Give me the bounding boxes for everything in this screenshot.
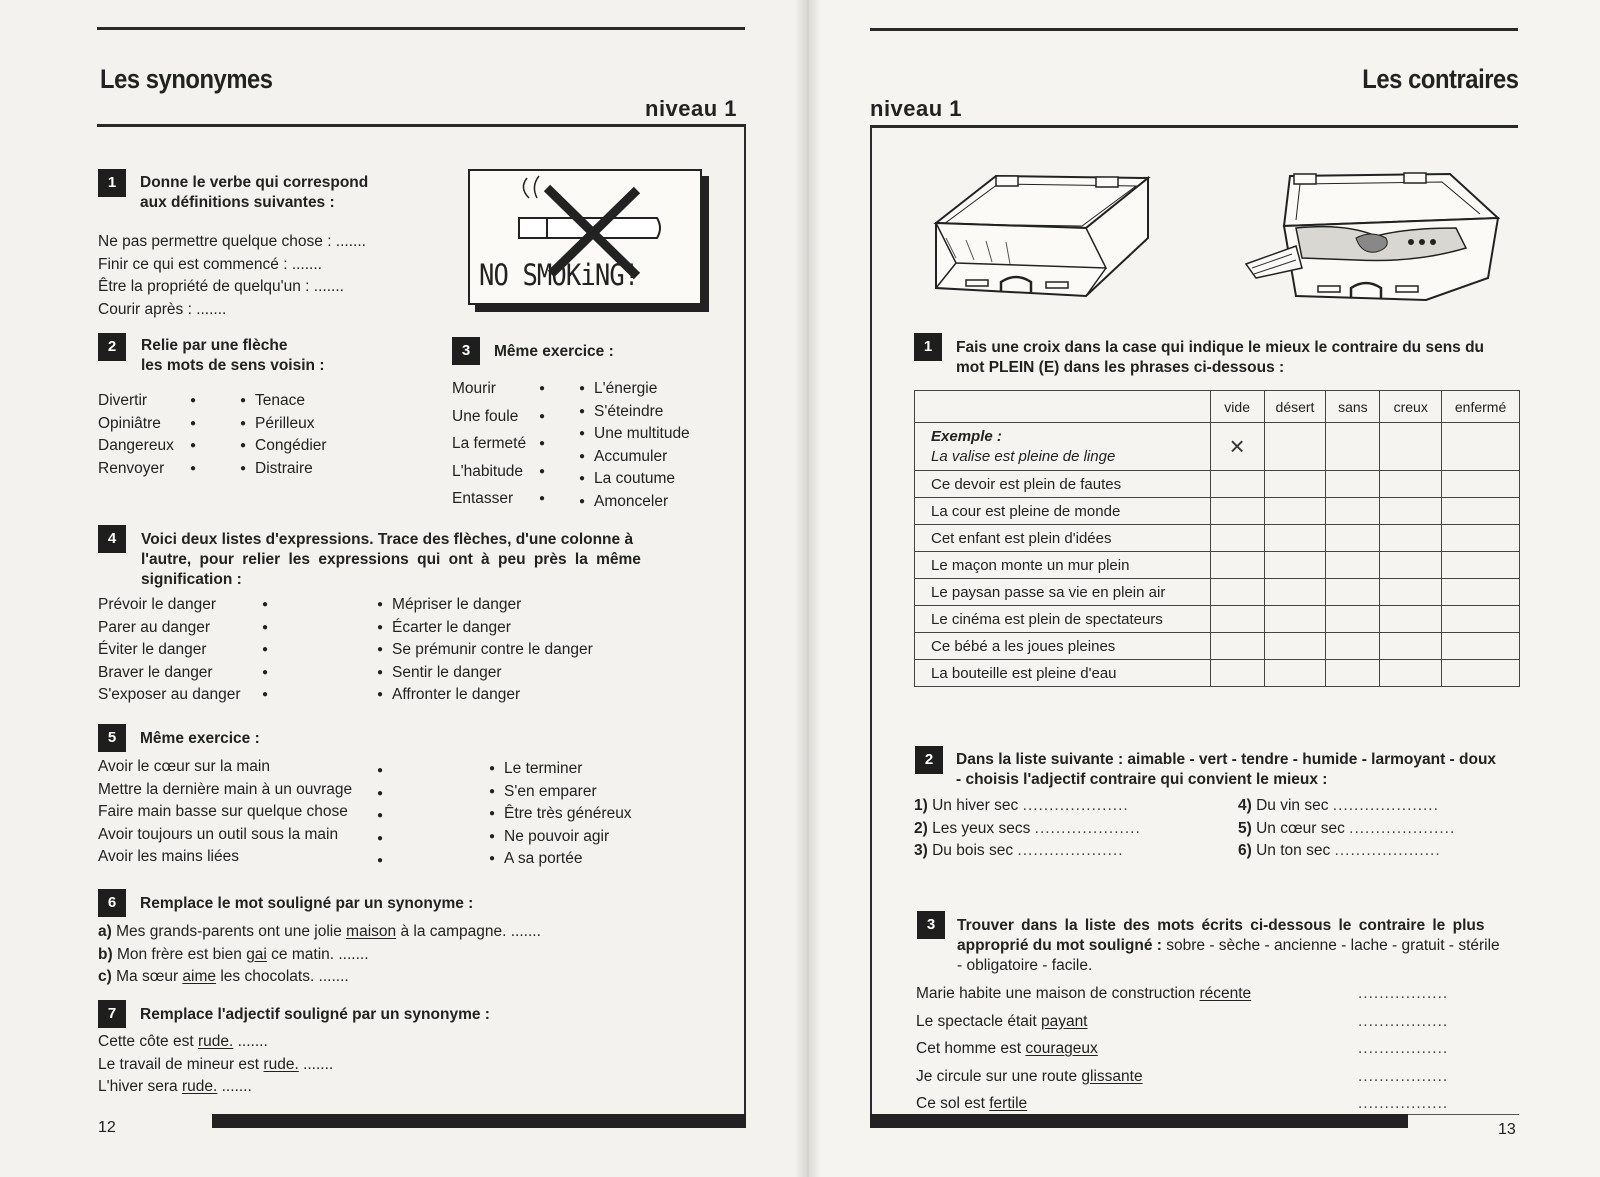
list-item: Mettre la dernière main à un ouvrage	[98, 780, 353, 798]
list-item: Mourir	[452, 380, 496, 397]
checkbox-cell[interactable]	[1326, 552, 1380, 579]
right-column	[377, 594, 593, 707]
table-row	[915, 423, 1520, 471]
table-row	[915, 579, 1520, 606]
exercise-number: 3	[917, 911, 945, 939]
checkbox-cell[interactable]	[1210, 498, 1264, 525]
exercise-instruction: Trouver dans la liste des mots écrits ci-dessous le contraire le plus approprié du mot souligné : sobre - sèche - ancienne - lache - gratuit - stérile - obligatoire - facile.	[957, 917, 1500, 974]
footer-thin-rule	[1407, 1114, 1519, 1115]
list-item: La fermeté	[452, 435, 527, 452]
example-cell: Exemple : La valise est pleine de linge	[915, 423, 1211, 471]
sentence-cell: La bouteille est pleine d'eau	[915, 660, 1211, 687]
table-row	[915, 471, 1520, 498]
list-item: Parer au danger	[98, 618, 211, 636]
list-item: ● S'éteindre	[579, 401, 690, 424]
exercise-number: 1	[98, 169, 126, 197]
checkbox-cell[interactable]	[1264, 633, 1326, 660]
checkbox-cell[interactable]	[1210, 552, 1264, 579]
list-item: ● Écarter le danger	[377, 617, 593, 640]
sentence-cell: La cour est pleine de monde	[915, 498, 1211, 525]
page-title: Les contraires	[1362, 64, 1519, 94]
page-title: Les synonymes	[100, 64, 273, 94]
checkbox-cell[interactable]	[1442, 633, 1520, 660]
checkbox-cell[interactable]	[1442, 579, 1520, 606]
checkbox-cell[interactable]	[1380, 633, 1442, 660]
list-item: Braver le danger	[98, 663, 213, 681]
answer-leaders	[1358, 980, 1448, 1118]
list-item: Divertir	[98, 392, 148, 409]
right-column	[240, 390, 327, 480]
exercise-instruction: Dans la liste suivante : aimable - vert - tendre - humide - larmoyant - doux - choisis l'adjectif contraire qui convient le mieux :	[956, 751, 1497, 788]
list-item: Marie habite une maison de construction récente	[916, 985, 1252, 1002]
checkbox-cell[interactable]	[1380, 552, 1442, 579]
list-item: ● A sa portée	[489, 848, 632, 871]
list-item: b) Mon frère est bien gai ce matin. .......	[98, 945, 369, 963]
left-column	[452, 375, 526, 513]
exercise-instruction: Fais une croix dans la case qui indique le mieux le contraire du sens du mot PLEIN (E) dans les phrases ci-dessous :	[956, 339, 1485, 376]
list-item: Prévoir le danger	[98, 596, 217, 613]
list-item: Renvoyer	[98, 459, 165, 477]
bullet-dot	[262, 617, 277, 640]
exercise-instruction: Remplace l'adjectif souligné par un synonyme :	[140, 1006, 490, 1023]
answer-blank[interactable]: .................	[1358, 1095, 1449, 1112]
checkbox-cell[interactable]	[1442, 471, 1520, 498]
list-item: L'hiver sera rude. .......	[98, 1078, 252, 1095]
left-column	[98, 594, 241, 707]
answer-blank[interactable]: .................	[1358, 1012, 1449, 1030]
list-item: ● S'en emparer	[489, 781, 632, 804]
dot-column	[377, 760, 392, 873]
left-column	[98, 756, 352, 869]
list-item: ● Congédier	[240, 435, 327, 458]
checkbox-cell[interactable]	[1442, 552, 1520, 579]
bullet-dot	[377, 783, 392, 806]
exercise-number: 4	[98, 525, 126, 553]
level-label: niveau 1	[870, 96, 963, 121]
checkbox-cell[interactable]	[1326, 498, 1380, 525]
bullet-dot	[190, 413, 205, 436]
answer-grid	[914, 390, 1520, 687]
list-item: ● Être très généreux	[489, 803, 632, 826]
table-header-row	[915, 391, 1520, 423]
column-header: désert	[1264, 391, 1326, 423]
list-item: Faire main basse sur quelque chose	[98, 803, 348, 820]
sign-text: NO SMOKiNG!	[479, 258, 639, 292]
list-item: Opiniâtre	[98, 414, 161, 432]
checkbox-cell[interactable]	[1210, 579, 1264, 606]
exercise-number: 2	[915, 746, 943, 774]
checkbox-cell[interactable]	[1442, 606, 1520, 633]
sentence-cell: Le maçon monte un mur plein	[915, 552, 1211, 579]
exercise-instruction: Même exercice :	[494, 343, 614, 360]
checkbox-cell[interactable]	[1380, 423, 1442, 471]
list-item: ● Amonceler	[579, 491, 690, 514]
table-row	[915, 498, 1520, 525]
exercise-number: 7	[98, 1000, 126, 1028]
bullet-dot	[190, 435, 205, 458]
checkbox-cell[interactable]	[1380, 606, 1442, 633]
list-item: c) Ma sœur aime les chocolats. .......	[98, 968, 349, 985]
checkbox-cell[interactable]	[1264, 471, 1326, 498]
checkbox-cell[interactable]	[1210, 525, 1264, 552]
exercise-instruction: Remplace le mot souligné par un synonyme :	[140, 895, 474, 912]
bullet-dot	[539, 458, 554, 486]
list-item: Dangereux	[98, 437, 174, 454]
checkbox-cell[interactable]	[1210, 471, 1264, 498]
list-item: Ne pas permettre quelque chose : .......	[98, 233, 366, 250]
checkbox-cell[interactable]	[1380, 498, 1442, 525]
table-row	[915, 552, 1520, 579]
dot-column	[539, 375, 554, 513]
list-item: ● Se prémunir contre le danger	[377, 639, 593, 662]
list-item: Courir après : .......	[98, 300, 227, 318]
bullet-dot	[262, 639, 277, 662]
bullet-dot	[190, 458, 205, 481]
sentence-list	[916, 980, 1251, 1118]
list-item: ● Le terminer	[489, 758, 632, 781]
checkbox-cell[interactable]	[1380, 660, 1442, 687]
list-item: Cette côte est rude. .......	[98, 1033, 268, 1050]
list-item: 1) Un hiver sec ....................	[914, 797, 1129, 814]
column-header: enfermé	[1442, 391, 1520, 423]
list-item: Avoir les mains liées	[98, 848, 239, 865]
checkbox-cell[interactable]	[1326, 525, 1380, 552]
sentence-cell: Le cinéma est plein de spectateurs	[915, 606, 1211, 633]
dot-column	[262, 594, 277, 707]
table-header-blank	[915, 391, 1211, 423]
bullet-dot	[377, 850, 392, 873]
list-item: Avoir toujours un outil sous la main	[98, 825, 339, 843]
list-item: ● Ne pouvoir agir	[489, 826, 632, 849]
left-column	[98, 390, 174, 480]
list-item: Entasser	[452, 490, 514, 507]
list-item: ● Une multitude	[579, 423, 690, 446]
checkbox-cell[interactable]	[1326, 633, 1380, 660]
frame-line	[744, 124, 746, 1116]
answer-blank[interactable]: .................	[1358, 1067, 1449, 1085]
checkbox-cell[interactable]	[1210, 606, 1264, 633]
list-item: 6) Un ton sec ....................	[1238, 842, 1441, 859]
exercise-instruction: Même exercice :	[140, 730, 260, 747]
list-item: ● Affronter le danger	[377, 684, 593, 707]
header-rule	[97, 124, 745, 127]
checkbox-cell[interactable]	[1442, 525, 1520, 552]
checkbox-cell[interactable]	[1264, 498, 1326, 525]
checkbox-cell[interactable]	[1326, 471, 1380, 498]
sentence-list	[98, 1031, 333, 1099]
table-row	[915, 660, 1520, 687]
right-column	[579, 378, 690, 513]
top-rule	[97, 27, 745, 30]
exercise-number: 2	[98, 333, 126, 361]
bullet-dot	[190, 390, 205, 413]
answer-blank[interactable]: .................	[1358, 985, 1449, 1002]
checkbox-cell[interactable]	[1264, 579, 1326, 606]
checkbox-cell[interactable]	[1442, 498, 1520, 525]
sentence-cell: Cet enfant est plein d'idées	[915, 525, 1211, 552]
exercise-instruction: Relie par une flèche les mots de sens voisin :	[141, 337, 325, 374]
list-item: Éviter le danger	[98, 641, 207, 658]
footer-rule	[212, 1114, 746, 1128]
list-item: S'exposer au danger	[98, 686, 241, 703]
checkbox-cell[interactable]	[1442, 660, 1520, 687]
exercise-number: 6	[98, 889, 126, 917]
list-item: Le spectacle était payant	[916, 1012, 1088, 1030]
exercise-instruction: Voici deux listes d'expressions. Trace des flèches, d'une colonne à l'autre, pour relier les expressions qui ont à peu près la même signification :	[141, 531, 641, 588]
right-column	[489, 758, 632, 871]
bullet-dot	[377, 828, 392, 851]
exercise-instruction: Donne le verbe qui correspond aux définitions suivantes :	[140, 174, 369, 211]
bullet-dot	[262, 594, 277, 617]
checkbox-cell[interactable]	[1264, 525, 1326, 552]
answer-blank[interactable]: .................	[1358, 1040, 1449, 1057]
exercise-number: 1	[914, 333, 942, 361]
checkbox-cell[interactable]	[1326, 579, 1380, 606]
checkbox-cell[interactable]: ×	[1210, 423, 1264, 471]
bullet-dot	[377, 760, 392, 783]
header-rule	[870, 125, 1518, 128]
sentence-list	[98, 921, 541, 989]
list-item: Le travail de mineur est rude. .......	[98, 1055, 334, 1073]
list-item: Cet homme est courageux	[916, 1040, 1098, 1057]
full-suitcase-illustration	[1236, 168, 1500, 310]
sentence-cell: Le paysan passe sa vie en plein air	[915, 579, 1211, 606]
page-number: 12	[98, 1119, 116, 1136]
definition-list	[98, 231, 366, 321]
bullet-dot	[539, 430, 554, 458]
table-row	[915, 633, 1520, 660]
checkbox-cell[interactable]	[1264, 423, 1326, 471]
list-item: ● L'énergie	[579, 378, 690, 401]
table-row	[915, 606, 1520, 633]
no-smoking-illustration	[467, 168, 711, 314]
list-item: Une foule	[452, 407, 519, 425]
list-item: ● La coutume	[579, 468, 690, 491]
adjective-list-left	[914, 795, 1141, 863]
page-number: 13	[1498, 1121, 1516, 1138]
checkbox-cell[interactable]	[1264, 660, 1326, 687]
list-item: ● Accumuler	[579, 446, 690, 469]
list-item: 2) Les yeux secs ....................	[914, 819, 1141, 837]
list-item: Ce sol est fertile	[916, 1095, 1028, 1112]
bullet-dot	[262, 662, 277, 685]
column-header: sans	[1326, 391, 1380, 423]
checkbox-cell[interactable]	[1264, 552, 1326, 579]
list-item: Avoir le cœur sur la main	[98, 758, 270, 775]
checkbox-cell[interactable]	[1326, 423, 1380, 471]
list-item: 3) Du bois sec ....................	[914, 842, 1124, 859]
table-row	[915, 525, 1520, 552]
checkbox-cell[interactable]	[1210, 660, 1264, 687]
list-item: 5) Un cœur sec ....................	[1238, 819, 1456, 837]
bullet-dot	[539, 403, 554, 431]
level-label: niveau 1	[645, 96, 738, 121]
empty-suitcase-illustration	[926, 168, 1158, 310]
list-item: ● Tenace	[240, 390, 327, 413]
top-rule	[870, 28, 1518, 31]
frame-line	[870, 125, 872, 1117]
dot-column	[190, 390, 205, 480]
footer-rule	[870, 1114, 1408, 1128]
list-item: ● Distraire	[240, 458, 327, 481]
checkbox-cell[interactable]	[1442, 423, 1520, 471]
bullet-dot	[539, 375, 554, 403]
list-item: ● Sentir le danger	[377, 662, 593, 685]
checkbox-cell[interactable]	[1264, 606, 1326, 633]
column-header: creux	[1380, 391, 1442, 423]
checkbox-cell[interactable]	[1380, 471, 1442, 498]
list-item: Être la propriété de quelqu'un : .......	[98, 278, 344, 295]
checkbox-cell[interactable]	[1210, 633, 1264, 660]
bullet-dot	[262, 684, 277, 707]
sentence-cell: Ce devoir est plein de fautes	[915, 471, 1211, 498]
list-item: Je circule sur une route glissante	[916, 1067, 1143, 1085]
list-item: ● Mépriser le danger	[377, 594, 593, 617]
checkbox-cell[interactable]	[1380, 525, 1442, 552]
checkbox-cell[interactable]	[1326, 660, 1380, 687]
sentence-cell: Ce bébé a les joues pleines	[915, 633, 1211, 660]
book-gutter	[796, 0, 820, 1177]
list-item: a) Mes grands-parents ont une jolie maison à la campagne. .......	[98, 923, 541, 940]
checkbox-cell[interactable]	[1380, 579, 1442, 606]
list-item: 4) Du vin sec ....................	[1238, 797, 1439, 814]
checkbox-cell[interactable]	[1326, 606, 1380, 633]
adjective-list-right	[1238, 795, 1455, 863]
bullet-dot	[539, 485, 554, 513]
list-item: L'habitude	[452, 462, 524, 480]
bullet-dot	[377, 805, 392, 828]
list-item: Finir ce qui est commencé : .......	[98, 255, 322, 273]
exercise-number: 5	[98, 724, 126, 752]
list-item: ● Périlleux	[240, 413, 327, 436]
exercise-number: 3	[452, 337, 480, 365]
column-header: vide	[1210, 391, 1264, 423]
